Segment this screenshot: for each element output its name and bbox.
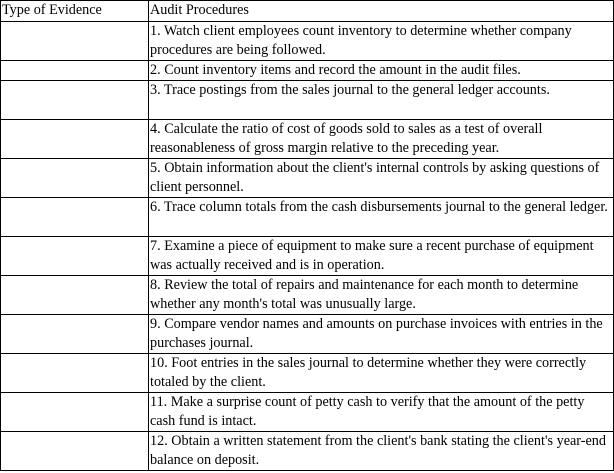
evidence-cell[interactable] xyxy=(1,159,149,198)
procedure-cell: 2. Count inventory items and record the amount in the audit files. xyxy=(149,61,614,81)
table-row xyxy=(1,393,614,432)
evidence-cell[interactable] xyxy=(1,61,149,81)
procedure-cell: 10. Foot entries in the sales journal to determine whether they were correctly totaled by the client. xyxy=(149,354,614,393)
procedure-cell: 4. Calculate the ratio of cost of goods sold to sales as a test of overall reasonableness of gross margin relative to the preceding year. xyxy=(149,120,614,159)
table-row xyxy=(1,276,614,315)
procedure-cell: 3. Trace postings from the sales journal to the general ledger accounts. xyxy=(149,81,614,120)
procedure-cell: 12. Obtain a written statement from the client's bank stating the client's year-end balance on deposit. xyxy=(149,432,614,471)
table-row xyxy=(1,315,614,354)
procedure-cell: 7. Examine a piece of equipment to make sure a recent purchase of equipment was actually received and is in operation. xyxy=(149,237,614,276)
procedure-cell: 1. Watch client employees count inventory to determine whether company procedures are being followed. xyxy=(149,22,614,61)
evidence-cell[interactable] xyxy=(1,354,149,393)
table-row xyxy=(1,120,614,159)
table-row xyxy=(1,61,614,81)
evidence-cell[interactable] xyxy=(1,432,149,471)
evidence-cell[interactable] xyxy=(1,315,149,354)
evidence-cell[interactable] xyxy=(1,120,149,159)
table-row xyxy=(1,432,614,471)
evidence-cell[interactable] xyxy=(1,22,149,61)
procedure-cell: 9. Compare vendor names and amounts on purchase invoices with entries in the purchases journal. xyxy=(149,315,614,354)
evidence-cell[interactable] xyxy=(1,237,149,276)
table-row xyxy=(1,81,614,120)
table-row xyxy=(1,354,614,393)
header-row xyxy=(1,1,614,22)
evidence-cell[interactable] xyxy=(1,393,149,432)
procedure-cell: 11. Make a surprise count of petty cash to verify that the amount of the petty cash fund is intact. xyxy=(149,393,614,432)
header-type-of-evidence: Type of Evidence xyxy=(1,1,149,22)
table-row xyxy=(1,198,614,237)
evidence-cell[interactable] xyxy=(1,81,149,120)
header-audit-procedures: Audit Procedures xyxy=(149,1,614,22)
evidence-cell[interactable] xyxy=(1,276,149,315)
evidence-cell[interactable] xyxy=(1,198,149,237)
procedure-cell: 6. Trace column totals from the cash disbursements journal to the general ledger. xyxy=(149,198,614,237)
table-row xyxy=(1,22,614,61)
procedure-cell: 5. Obtain information about the client's internal controls by asking questions of client personnel. xyxy=(149,159,614,198)
table-row xyxy=(1,159,614,198)
procedure-cell: 8. Review the total of repairs and maintenance for each month to determine whether any month's total was unusually large. xyxy=(149,276,614,315)
table-row xyxy=(1,237,614,276)
